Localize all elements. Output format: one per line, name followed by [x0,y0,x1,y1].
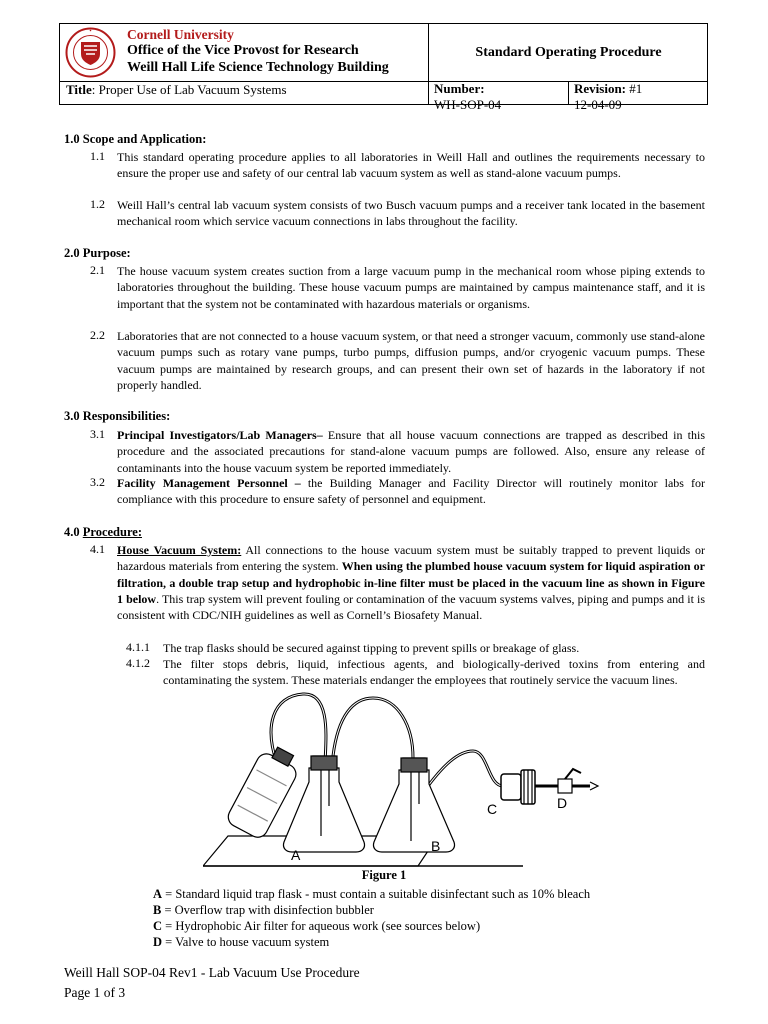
revision-value: #1 [626,81,643,96]
paragraph: Principal Investigators/Lab Managers– Ensure that all house vacuum connections are trapped as described in this procedure and the associated precautions for stand-alone vacuum pumps are followed. Also, ensure any release of contaminants into the house vacuum system be reported immediately. [117,428,706,475]
figure-label-d: D [557,795,568,811]
para-number: 1.1 [90,149,105,163]
section-heading-scope: 1.0 Scope and Application: [64,132,207,146]
revision-label: Revision: [574,81,626,96]
office-name: Office of the Vice Provost for Research [127,43,359,58]
legend-item: A = Standard liquid trap flask - must contain a suitable disinfectant such as 10% bleach [153,887,591,901]
para-number: 2.1 [90,263,105,277]
paragraph: This standard operating procedure applies to all laboratories in Weill Hall and outlines the requirements necessary to ensure the proper use and safety of our central lab vacuum system as well as stand-alone vacuum pumps. [117,150,705,181]
number-label: Number: [434,81,485,96]
para-number: 3.2 [90,475,105,489]
title-cell [66,82,287,98]
footer-document-id: Weill Hall SOP-04 Rev1 - Lab Vacuum Use Procedure [64,965,360,980]
title-label: Title [66,82,92,97]
para-number: 1.2 [90,197,105,211]
revision-date: 12-04-09 [574,97,622,112]
legend-item: D = Valve to house vacuum system [153,935,330,949]
paragraph: House Vacuum System: All connections to the house vacuum system must be suitably trapped to prevent liquids or hazardous materials from entering the system. When using the plumbed house vacuum system for liquid aspiration or filtration, a double trap setup and hydrophobic in-line filter must be placed in the vacuum line as shown in Figure 1 below. This trap system will prevent fouling or contamination of the vacuum systems valves, piping and pumps and it is consistent with CDC/NIH guidelines as well as Cornell’s Biosafety Manual. [117,543,706,623]
paragraph: The house vacuum system creates suction from a large vacuum pump in the mechanical room whose piping extends to laboratories throughout the building. These house vacuum pumps are maintained by campus maintenance staff, and it is important that the system not be contaminated with hazardous materials or organisms. [117,264,705,311]
paragraph: The filter stops debris, liquid, infectious agents, and biologically-derived toxins from entering and contaminating the system. These materials endanger the employees that routinely service the vacuum lines. [163,657,705,688]
section-heading-purpose: 2.0 Purpose: [64,246,131,260]
revision-cell [574,81,642,113]
title-value: : Proper Use of Lab Vacuum Systems [91,82,287,97]
figure-label-a: A [291,847,301,863]
para-number: 3.1 [90,427,105,441]
paragraph: Laboratories that are not connected to a house vacuum system, or that need a stronger vacuum, commonly use stand-alone vacuum pumps such as rotary vane pumps, turbo pumps, diffusion pumps, and/or cryogenic vacuum pumps. These vacuum pumps are maintained by research groups, and can present their own set of hazards in the laboratory if not properly handled. [117,329,705,392]
para-number: 4.1.1 [126,640,150,654]
figure-label-c: C [487,801,498,817]
role-label: Facility Management Personnel – [117,476,301,490]
para-number: 4.1 [90,542,105,556]
paragraph: The trap flasks should be secured against tipping to prevent spills or breakage of glass. [163,641,580,655]
vacuum-trap-diagram [203,686,608,871]
building-name: Weill Hall Life Science Technology Building [127,60,389,75]
paragraph: Weill Hall’s central lab vacuum system consists of two Busch vacuum pumps and a receiver tank located in the basement mechanical room which service vacuum connections in labs throughout the facility. [117,198,705,229]
cornell-seal-logo [65,27,116,78]
role-label: Principal Investigators/Lab Managers– [117,428,323,442]
subheading-house-vacuum: House Vacuum System: [117,543,242,557]
header-table [59,23,708,112]
legend-item: B = Overflow trap with disinfection bubbler [153,903,374,917]
document-type: Standard Operating Procedure [475,45,662,60]
university-name: Cornell University [127,27,234,42]
section-heading-procedure: 4.0 Procedure: [64,525,142,539]
paragraph: Facility Management Personnel – the Building Manager and Facility Director will routinely monitor labs for compliance with this procedure to ensure safety of personnel and equipment. [117,476,705,507]
para-number: 2.2 [90,328,105,342]
footer-page-number: Page 1 of 3 [64,985,126,1000]
legend-item: C = Hydrophobic Air filter for aqueous work (see sources below) [153,919,481,933]
number-cell [434,81,501,113]
section-heading-responsibilities: 3.0 Responsibilities: [64,409,171,423]
para-number: 4.1.2 [126,656,150,670]
number-value: WH-SOP-04 [434,97,502,112]
figure-caption: Figure 1 [361,868,407,882]
figure-label-b: B [431,838,441,854]
